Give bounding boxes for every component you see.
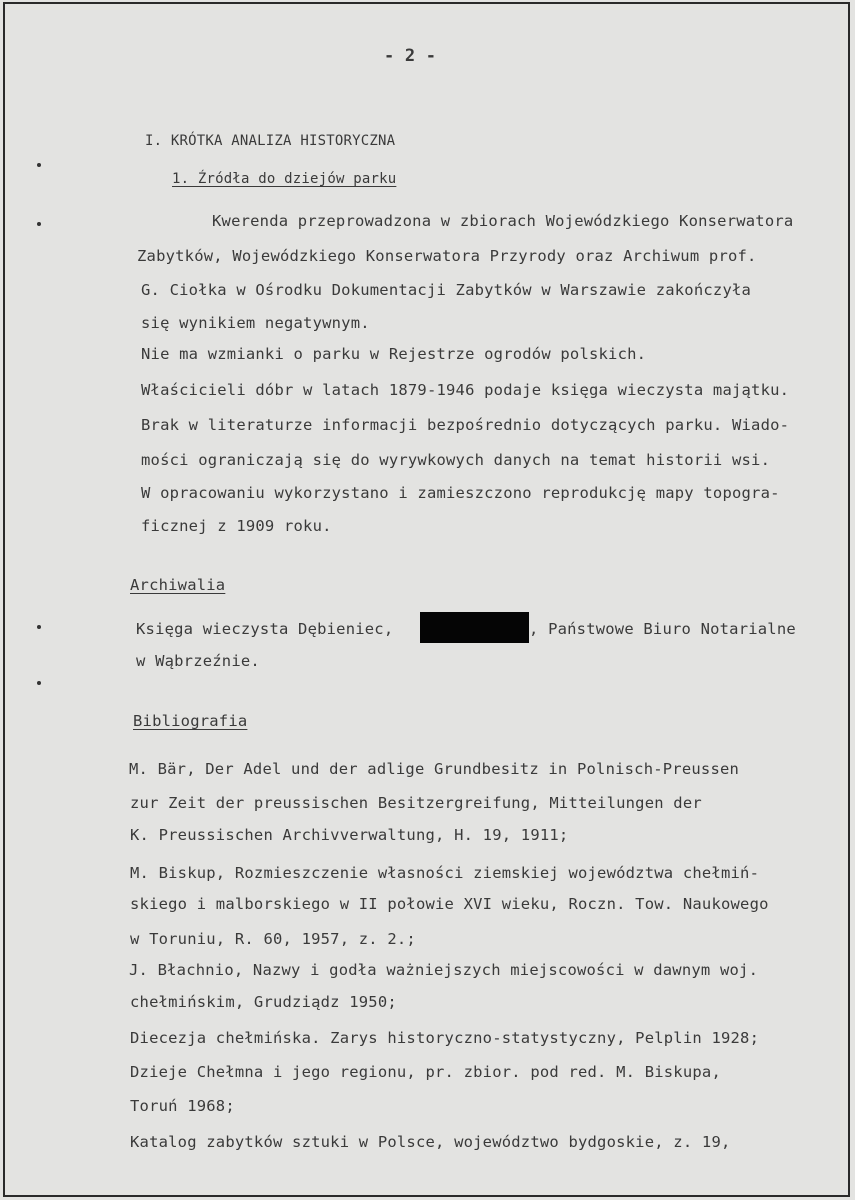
bibliography-line: Dzieje Chełmna i jego regionu, pr. zbior. pod red. M. Biskupa, — [130, 1063, 721, 1081]
subsection-heading: 1. Źródła do dziejów parku — [172, 171, 397, 187]
paragraph-line: ficznej z 1909 roku. — [141, 517, 332, 535]
paragraph-line: Kwerenda przeprowadzona w zbiorach Wojewódzkiego Konserwatora — [212, 212, 794, 230]
paragraph-line: G. Ciołka w Ośrodku Dokumentacji Zabytków w Warszawie zakończyła — [141, 281, 752, 299]
paragraph-line: W opracowaniu wykorzystano i zamieszczono reprodukcję mapy topogra- — [141, 484, 780, 502]
margin-mark — [37, 625, 41, 629]
archiwalia-entry-end: , Państwowe Biuro Notarialne — [529, 620, 796, 638]
archiwalia-entry-line2: w Wąbrzeźnie. — [136, 652, 260, 670]
page-border — [3, 2, 850, 1197]
bibliography-line: skiego i malborskiego w II połowie XVI wieku, Roczn. Tow. Naukowego — [130, 895, 769, 913]
paragraph-line: Nie ma wzmianki o parku w Rejestrze ogrodów polskich. — [141, 345, 647, 363]
bibliography-line: Katalog zabytków sztuki w Polsce, województwo bydgoskie, z. 19, — [130, 1133, 731, 1151]
paragraph-line: Brak w literaturze informacji bezpośrednio dotyczących parku. Wiado- — [141, 416, 790, 434]
margin-mark — [37, 222, 41, 226]
bibliography-line: M. Biskup, Rozmieszczenie własności ziemskiej województwa chełmiń- — [130, 864, 760, 882]
bibliografia-heading: Bibliografia — [133, 712, 248, 730]
paragraph-line: Zabytków, Wojewódzkiego Konserwatora Przyrody oraz Archiwum prof. — [137, 247, 757, 265]
margin-mark — [37, 681, 41, 685]
bibliography-line: K. Preussischen Archivverwaltung, H. 19, 1911; — [130, 826, 569, 844]
paragraph-line: mości ograniczają się do wyrywkowych danych na temat historii wsi. — [141, 451, 771, 469]
redaction-block — [420, 612, 529, 643]
section-heading: I. KRÓTKA ANALIZA HISTORYCZNA — [145, 133, 396, 149]
bibliography-line: chełmińskim, Grudziądz 1950; — [130, 993, 397, 1011]
page-number: - 2 - — [384, 46, 437, 66]
archiwalia-entry-start: Księga wieczysta Dębieniec, — [136, 620, 394, 638]
paragraph-line: Właścicieli dóbr w latach 1879-1946 podaje księga wieczysta majątku. — [141, 381, 790, 399]
paragraph-line: się wynikiem negatywnym. — [141, 314, 370, 332]
bibliography-line: zur Zeit der preussischen Besitzergreifung, Mitteilungen der — [130, 794, 702, 812]
bibliography-line: Toruń 1968; — [130, 1097, 235, 1115]
bibliography-line: M. Bär, Der Adel und der adlige Grundbesitz in Polnisch-Preussen — [129, 760, 740, 778]
bibliography-line: J. Błachnio, Nazwy i godła ważniejszych miejscowości w dawnym woj. — [129, 961, 759, 979]
margin-mark — [37, 163, 41, 167]
bibliography-line: w Toruniu, R. 60, 1957, z. 2.; — [130, 930, 416, 948]
bibliography-line: Diecezja chełmińska. Zarys historyczno-statystyczny, Pelplin 1928; — [130, 1029, 760, 1047]
archiwalia-heading: Archiwalia — [130, 576, 226, 594]
